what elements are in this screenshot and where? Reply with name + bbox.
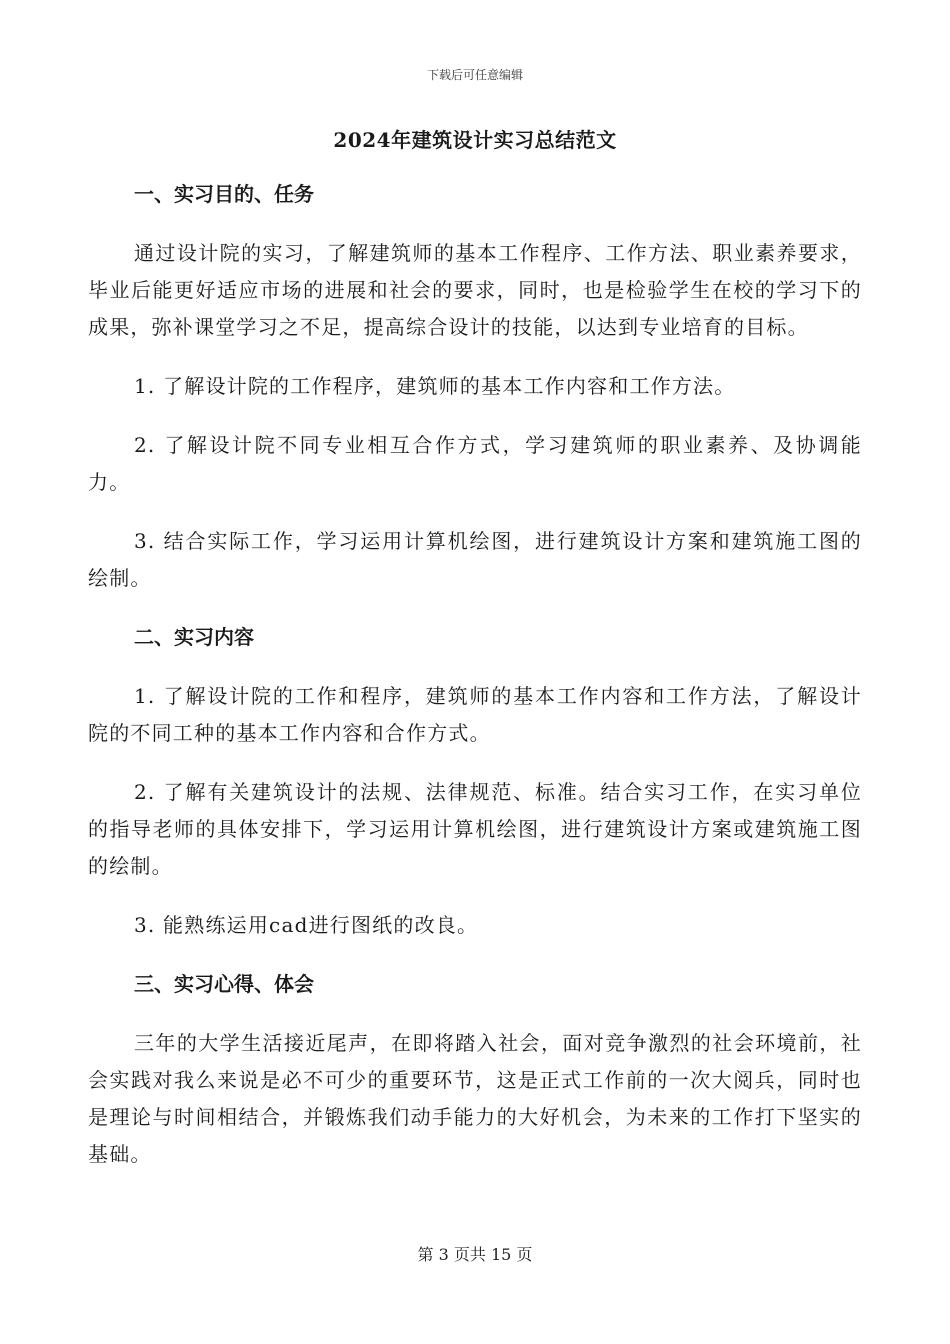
list-item: 2. 了解有关建筑设计的法规、法律规范、标准。结合实习工作，在实习单位的指导老师的具体安排下，学习运用计算机绘图，进行建筑设计方案或建筑施工图的绘制。 (88, 780, 862, 878)
list-item: 1. 了解设计院的工作和程序，建筑师的基本工作内容和工作方法，了解设计院的不同工种的基本工作内容和合作方式。 (88, 684, 862, 745)
section-heading: 三、实习心得、体会 (134, 972, 314, 996)
list-item: 1. 了解设计院的工作程序，建筑师的基本工作内容和工作方法。 (134, 374, 736, 398)
list-item: 3. 能熟练运用cad进行图纸的改良。 (134, 913, 479, 937)
list-item: 3. 结合实际工作，学习运用计算机绘图，进行建筑设计方案和建筑施工图的绘制。 (88, 529, 862, 590)
header-note: 下载后可任意编辑 (426, 68, 523, 82)
section-heading: 二、实习内容 (134, 625, 254, 649)
paragraph: 通过设计院的实习，了解建筑师的基本工作程序、工作方法、职业素养要求，毕业后能更好适应市场的进展和社会的要求，同时，也是检验学生在校的学习下的成果，弥补课堂学习之不足，提高综合设计的技能，以达到专业培育的目标。 (88, 241, 862, 339)
page-number: 第 3 页共 15 页 (417, 1245, 533, 1264)
document-title: 2024年建筑设计实习总结范文 (333, 128, 617, 152)
section-heading: 一、实习目的、任务 (134, 182, 314, 206)
paragraph: 三年的大学生活接近尾声，在即将踏入社会，面对竞争激烈的社会环境前，社会实践对我么来说是必不可少的重要环节，这是正式工作前的一次大阅兵，同时也是理论与时间相结合，并锻炼我们动手能力的大好机会，为未来的工作打下坚实的基础。 (88, 1031, 862, 1166)
document-body (88, 176, 862, 1195)
list-item: 2. 了解设计院不同专业相互合作方式，学习建筑师的职业素养、及协调能力。 (88, 433, 862, 494)
